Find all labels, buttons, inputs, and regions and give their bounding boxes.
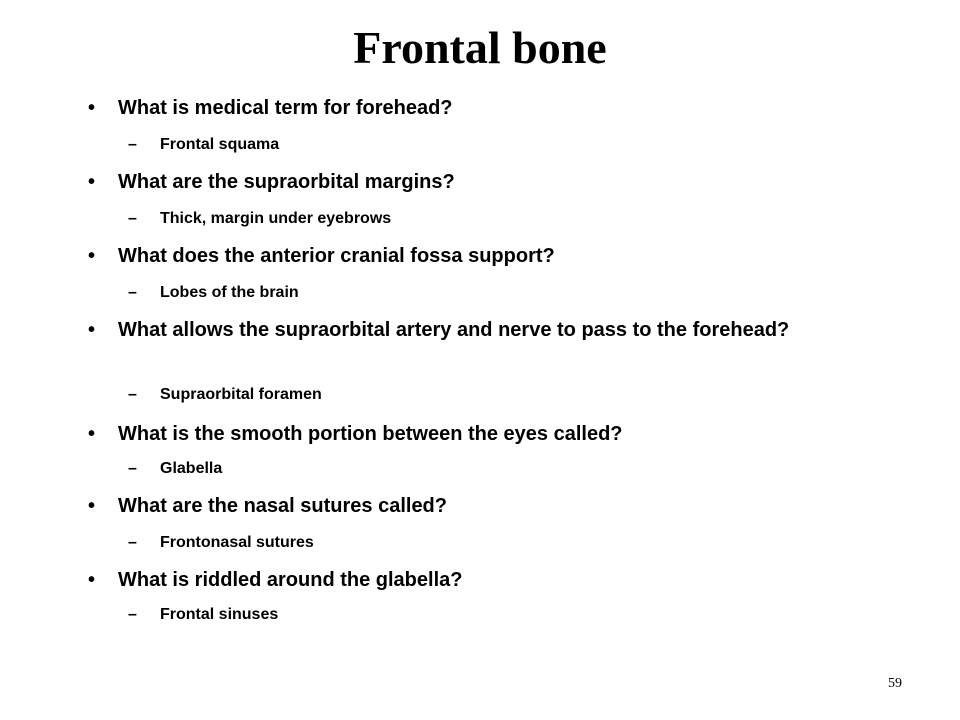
answer-3	[128, 282, 840, 304]
question-3	[88, 242, 838, 270]
dash-icon: –	[128, 606, 137, 623]
question-text: What does the anterior cranial fossa support?	[118, 245, 555, 267]
bullet-icon: •	[88, 569, 96, 591]
answer-text: Frontonasal sutures	[160, 534, 314, 551]
bullet-icon: •	[88, 423, 96, 445]
answer-5	[128, 458, 840, 480]
question-2	[88, 168, 838, 196]
dash-icon: –	[128, 210, 137, 227]
answer-4	[128, 384, 840, 406]
answer-text: Glabella	[160, 460, 223, 477]
bullet-icon: •	[88, 319, 96, 341]
question-4	[88, 316, 838, 344]
answer-text: Supraorbital foramen	[160, 386, 322, 403]
question-text: What allows the supraorbital artery and nerve to pass to the forehead?	[118, 319, 790, 341]
answer-7	[128, 604, 840, 626]
question-text: What is medical term for forehead?	[118, 97, 453, 119]
question-5	[88, 420, 838, 448]
page-number: 59	[888, 676, 902, 691]
bullet-icon: •	[88, 245, 96, 267]
dash-icon: –	[128, 534, 137, 551]
slide-title: Frontal bone	[353, 22, 607, 73]
answer-text: Frontal squama	[160, 136, 280, 153]
question-text: What are the supraorbital margins?	[118, 171, 455, 193]
dash-icon: –	[128, 284, 137, 301]
dash-icon: –	[128, 460, 137, 477]
answer-2	[128, 208, 840, 230]
answer-1	[128, 134, 840, 156]
answer-6	[128, 532, 840, 554]
question-text: What is riddled around the glabella?	[118, 569, 463, 591]
dash-icon: –	[128, 136, 137, 153]
answer-text: Lobes of the brain	[160, 284, 299, 301]
question-7	[88, 566, 838, 594]
question-text: What are the nasal sutures called?	[118, 495, 447, 517]
question-text: What is the smooth portion between the eyes called?	[118, 423, 623, 445]
bullet-icon: •	[88, 171, 96, 193]
bullet-icon: •	[88, 495, 96, 517]
answer-text: Thick, margin under eyebrows	[160, 210, 392, 227]
question-6	[88, 492, 838, 520]
answer-text: Frontal sinuses	[160, 606, 279, 623]
bullet-icon: •	[88, 97, 96, 119]
dash-icon: –	[128, 386, 137, 403]
question-1	[88, 94, 838, 122]
